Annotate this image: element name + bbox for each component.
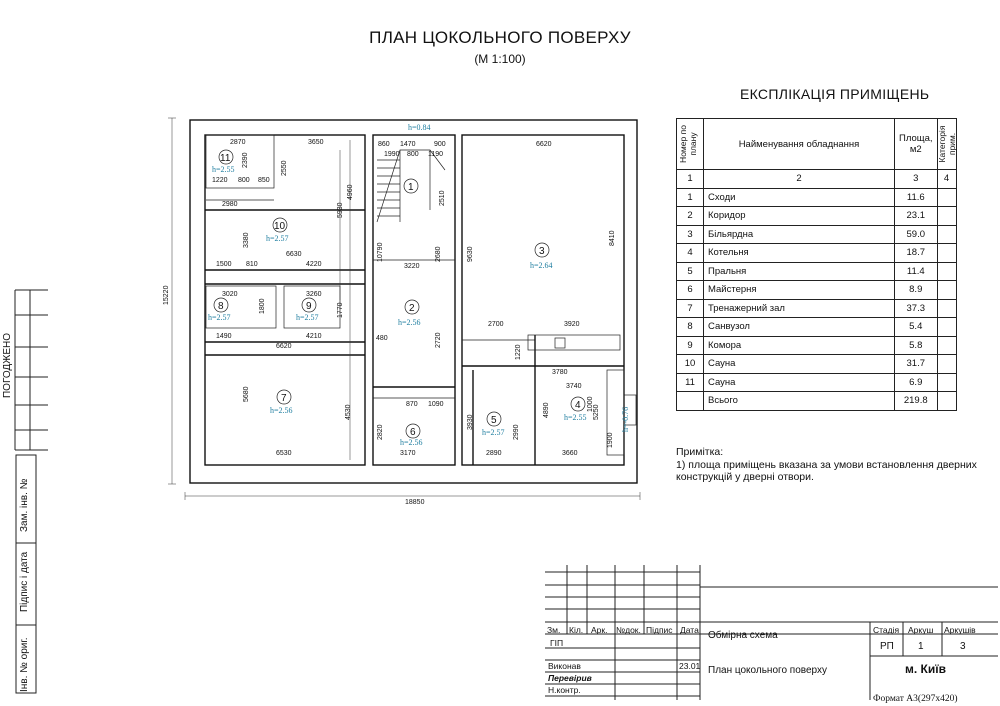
dimension: 2820 — [377, 424, 384, 440]
row-name: Майстерня — [704, 281, 895, 300]
room-number: 10 — [274, 221, 286, 232]
row-area: 11.4 — [895, 262, 938, 281]
total-area: 219.8 — [895, 392, 938, 411]
dimension: 6530 — [276, 450, 292, 457]
dimension: 1770 — [337, 302, 344, 318]
row-area: 5.8 — [895, 336, 938, 355]
row-no: 4 — [677, 244, 704, 263]
note-line: конструкцій у дверні отвори. — [676, 471, 814, 483]
total-label: Всього — [704, 392, 895, 411]
col-number-header: Номер по плану — [678, 125, 698, 163]
dimension: 900 — [434, 141, 446, 148]
dimension: 850 — [258, 177, 270, 184]
room-number: 11 — [220, 153, 231, 164]
explication-table — [676, 118, 957, 411]
stamp-col-label: Арк. — [591, 625, 608, 635]
room-height: h=2.57 — [296, 313, 319, 322]
room-number: 4 — [575, 400, 581, 411]
row-name: Більярдна — [704, 225, 895, 244]
stage-label: Стадія — [873, 625, 900, 635]
room-number: 5 — [491, 415, 497, 426]
dimension: 2510 — [439, 190, 446, 206]
dimension: 6620 — [536, 141, 552, 148]
stamp-col-label: Зм. — [547, 625, 561, 635]
dimension: 9630 — [467, 246, 474, 262]
row-no: 10 — [677, 355, 704, 374]
table-row — [677, 373, 957, 392]
dimension: 2890 — [486, 450, 502, 457]
sign-date-label: Підпис і дата — [19, 551, 30, 612]
dimension: 1500 — [216, 261, 232, 268]
drawing-title: ПЛАН ЦОКОЛЬНОГО ПОВЕРХУ — [369, 28, 631, 47]
table-row — [677, 188, 957, 207]
sheet-value: 1 — [918, 641, 924, 652]
table-row — [677, 281, 957, 300]
sheets-label: Аркушів — [944, 625, 976, 635]
stamp-checked: Перевірив — [548, 673, 592, 683]
dimension: 8410 — [609, 230, 616, 246]
sheets-value: 3 — [960, 641, 966, 652]
room-height: h=2.57 — [266, 234, 289, 243]
dimension: 2870 — [230, 139, 246, 146]
table-row — [677, 355, 957, 374]
row-area: 37.3 — [895, 299, 938, 318]
dimension: 4890 — [543, 402, 550, 418]
dimension: 1190 — [428, 151, 444, 158]
note-title: Примітка: — [676, 446, 724, 458]
table-row — [677, 225, 957, 244]
overall-width-dim: 18850 — [405, 499, 425, 506]
room-number: 7 — [281, 393, 287, 404]
row-no: 8 — [677, 318, 704, 337]
dimension: 4530 — [345, 404, 352, 420]
row-name: Тренажерний зал — [704, 299, 895, 318]
row-area: 31.7 — [895, 355, 938, 374]
dimension: 1490 — [216, 333, 232, 340]
dimension: 2680 — [435, 246, 442, 262]
dimension: 860 — [378, 141, 390, 148]
sheet-label: Аркуш — [908, 625, 934, 635]
col-number: 1 — [677, 170, 704, 189]
row-no: 1 — [677, 188, 704, 207]
room-number: 2 — [409, 303, 415, 314]
dimension: 480 — [376, 335, 388, 342]
row-no: 3 — [677, 225, 704, 244]
dimension: 4210 — [306, 333, 322, 340]
room-height: h=2.64 — [530, 261, 553, 270]
row-name: Пральня — [704, 262, 895, 281]
dimension: 2980 — [222, 201, 238, 208]
dimension: 800 — [238, 177, 250, 184]
row-no: 7 — [677, 299, 704, 318]
doc-title: Обмірна схема — [708, 630, 778, 641]
room-height: h=2.56 — [400, 438, 423, 447]
orig-inv-label: Інв. № ориг. — [19, 637, 30, 692]
stamp-col-label: Кіл. — [569, 625, 584, 635]
dimension: 2720 — [435, 332, 442, 348]
city: м. Київ — [905, 662, 946, 676]
dimension: 6620 — [276, 343, 292, 350]
stamp-col-label: Дата — [680, 625, 699, 635]
dimension: 2990 — [513, 424, 520, 440]
table-row — [677, 207, 957, 226]
drawing-scale: (М 1:100) — [474, 52, 526, 66]
dimension: 3920 — [564, 321, 580, 328]
row-area: 23.1 — [895, 207, 938, 226]
row-area: 5.4 — [895, 318, 938, 337]
dimension: 3380 — [243, 232, 250, 248]
dimension: 810 — [246, 261, 258, 268]
room-height: h=2.57 — [208, 313, 231, 322]
row-area: 6.9 — [895, 373, 938, 392]
dimension: 1000 — [587, 396, 594, 412]
col-category-header: Категорія прим. — [936, 125, 957, 163]
row-name: Санвузол — [704, 318, 895, 337]
overall-height-dim: 15220 — [163, 285, 170, 305]
row-no: 2 — [677, 207, 704, 226]
room-height: h=0.84 — [408, 123, 431, 132]
stamp-col-label: Підпис — [646, 625, 673, 635]
entry-height: h=-0.76 — [621, 406, 630, 432]
dimension: 3220 — [404, 263, 420, 270]
dimension: 3780 — [552, 369, 568, 376]
dimension: 3020 — [222, 291, 238, 298]
stage-value: РП — [880, 641, 894, 652]
row-name: Коридор — [704, 207, 895, 226]
room-height: h=2.55 — [564, 413, 587, 422]
sheet-title: План цокольного поверху — [708, 665, 827, 676]
table-row — [677, 318, 957, 337]
dimension: 3650 — [308, 139, 324, 146]
row-name: Сходи — [704, 188, 895, 207]
col-number: 4 — [937, 170, 956, 189]
dimension: 6630 — [286, 251, 302, 258]
room-height: h=2.55 — [212, 165, 235, 174]
dimension: 3930 — [467, 414, 474, 430]
row-no: 6 — [677, 281, 704, 300]
dimension: 870 — [406, 401, 418, 408]
room-height: h=2.56 — [398, 318, 421, 327]
table-row — [677, 262, 957, 281]
format-label: Формат А3(297х420) — [873, 694, 958, 704]
col-name-header: Найменування обладнання — [704, 119, 895, 170]
dimension: 5250 — [593, 404, 600, 420]
dimension: 4220 — [306, 261, 322, 268]
dimension: 4960 — [347, 184, 354, 200]
col-number: 2 — [704, 170, 895, 189]
note-line: 1) площа приміщень вказана за умови встановлення дверних — [676, 458, 977, 471]
stamp-performed: Виконав — [548, 661, 581, 671]
table-row — [677, 244, 957, 263]
row-name: Сауна — [704, 373, 895, 392]
row-name: Комора — [704, 336, 895, 355]
dimension: 1470 — [400, 141, 416, 148]
row-area: 18.7 — [895, 244, 938, 263]
dimension: 2390 — [242, 152, 249, 168]
dimension: 5680 — [243, 386, 250, 402]
dimension: 2550 — [281, 160, 288, 176]
dimension: 1900 — [607, 432, 614, 448]
col-area-header: Площа, м2 — [895, 119, 938, 170]
table-row — [677, 299, 957, 318]
row-area: 8.9 — [895, 281, 938, 300]
col-number: 3 — [895, 170, 938, 189]
dimension: 800 — [407, 151, 419, 158]
stamp-norm: Н.контр. — [548, 685, 581, 695]
stamp-date: 23.01 — [679, 661, 701, 671]
stamp-gip: ГІП — [550, 638, 564, 648]
dimension: 1990 — [384, 151, 400, 158]
note — [676, 446, 977, 484]
room-number: 8 — [218, 301, 224, 312]
dimension: 3170 — [400, 450, 416, 457]
row-no: 5 — [677, 262, 704, 281]
floor-plan — [160, 112, 650, 508]
row-area: 11.6 — [895, 188, 938, 207]
dimension: 2700 — [488, 321, 504, 328]
agreed-label: ПОГОДЖЕНО — [2, 332, 13, 398]
row-no: 11 — [677, 373, 704, 392]
dimension: 1220 — [212, 177, 228, 184]
dimension: 3260 — [306, 291, 322, 298]
replace-inv-label: Зам. інв. № — [19, 478, 30, 532]
room-height: h=2.57 — [482, 428, 505, 437]
room-number: 9 — [306, 301, 312, 312]
table-row — [677, 336, 957, 355]
dimension: 5930 — [337, 202, 344, 218]
row-name: Котельня — [704, 244, 895, 263]
room-number: 3 — [539, 246, 545, 257]
dimension: 1220 — [515, 344, 522, 360]
dimension: 1800 — [259, 298, 266, 314]
dimension: 10790 — [377, 242, 384, 262]
dimension: 3660 — [562, 450, 578, 457]
room-number: 6 — [410, 427, 416, 438]
stamp-col-label: №док. — [616, 625, 641, 635]
explication-title: ЕКСПЛІКАЦІЯ ПРИМІЩЕНЬ — [740, 86, 930, 102]
total-row — [677, 392, 957, 411]
row-area: 59.0 — [895, 225, 938, 244]
room-height: h=2.56 — [270, 406, 293, 415]
dimension: 1090 — [428, 401, 444, 408]
dimension: 3740 — [566, 383, 582, 390]
room-number: 1 — [408, 182, 414, 193]
row-no: 9 — [677, 336, 704, 355]
row-name: Сауна — [704, 355, 895, 374]
